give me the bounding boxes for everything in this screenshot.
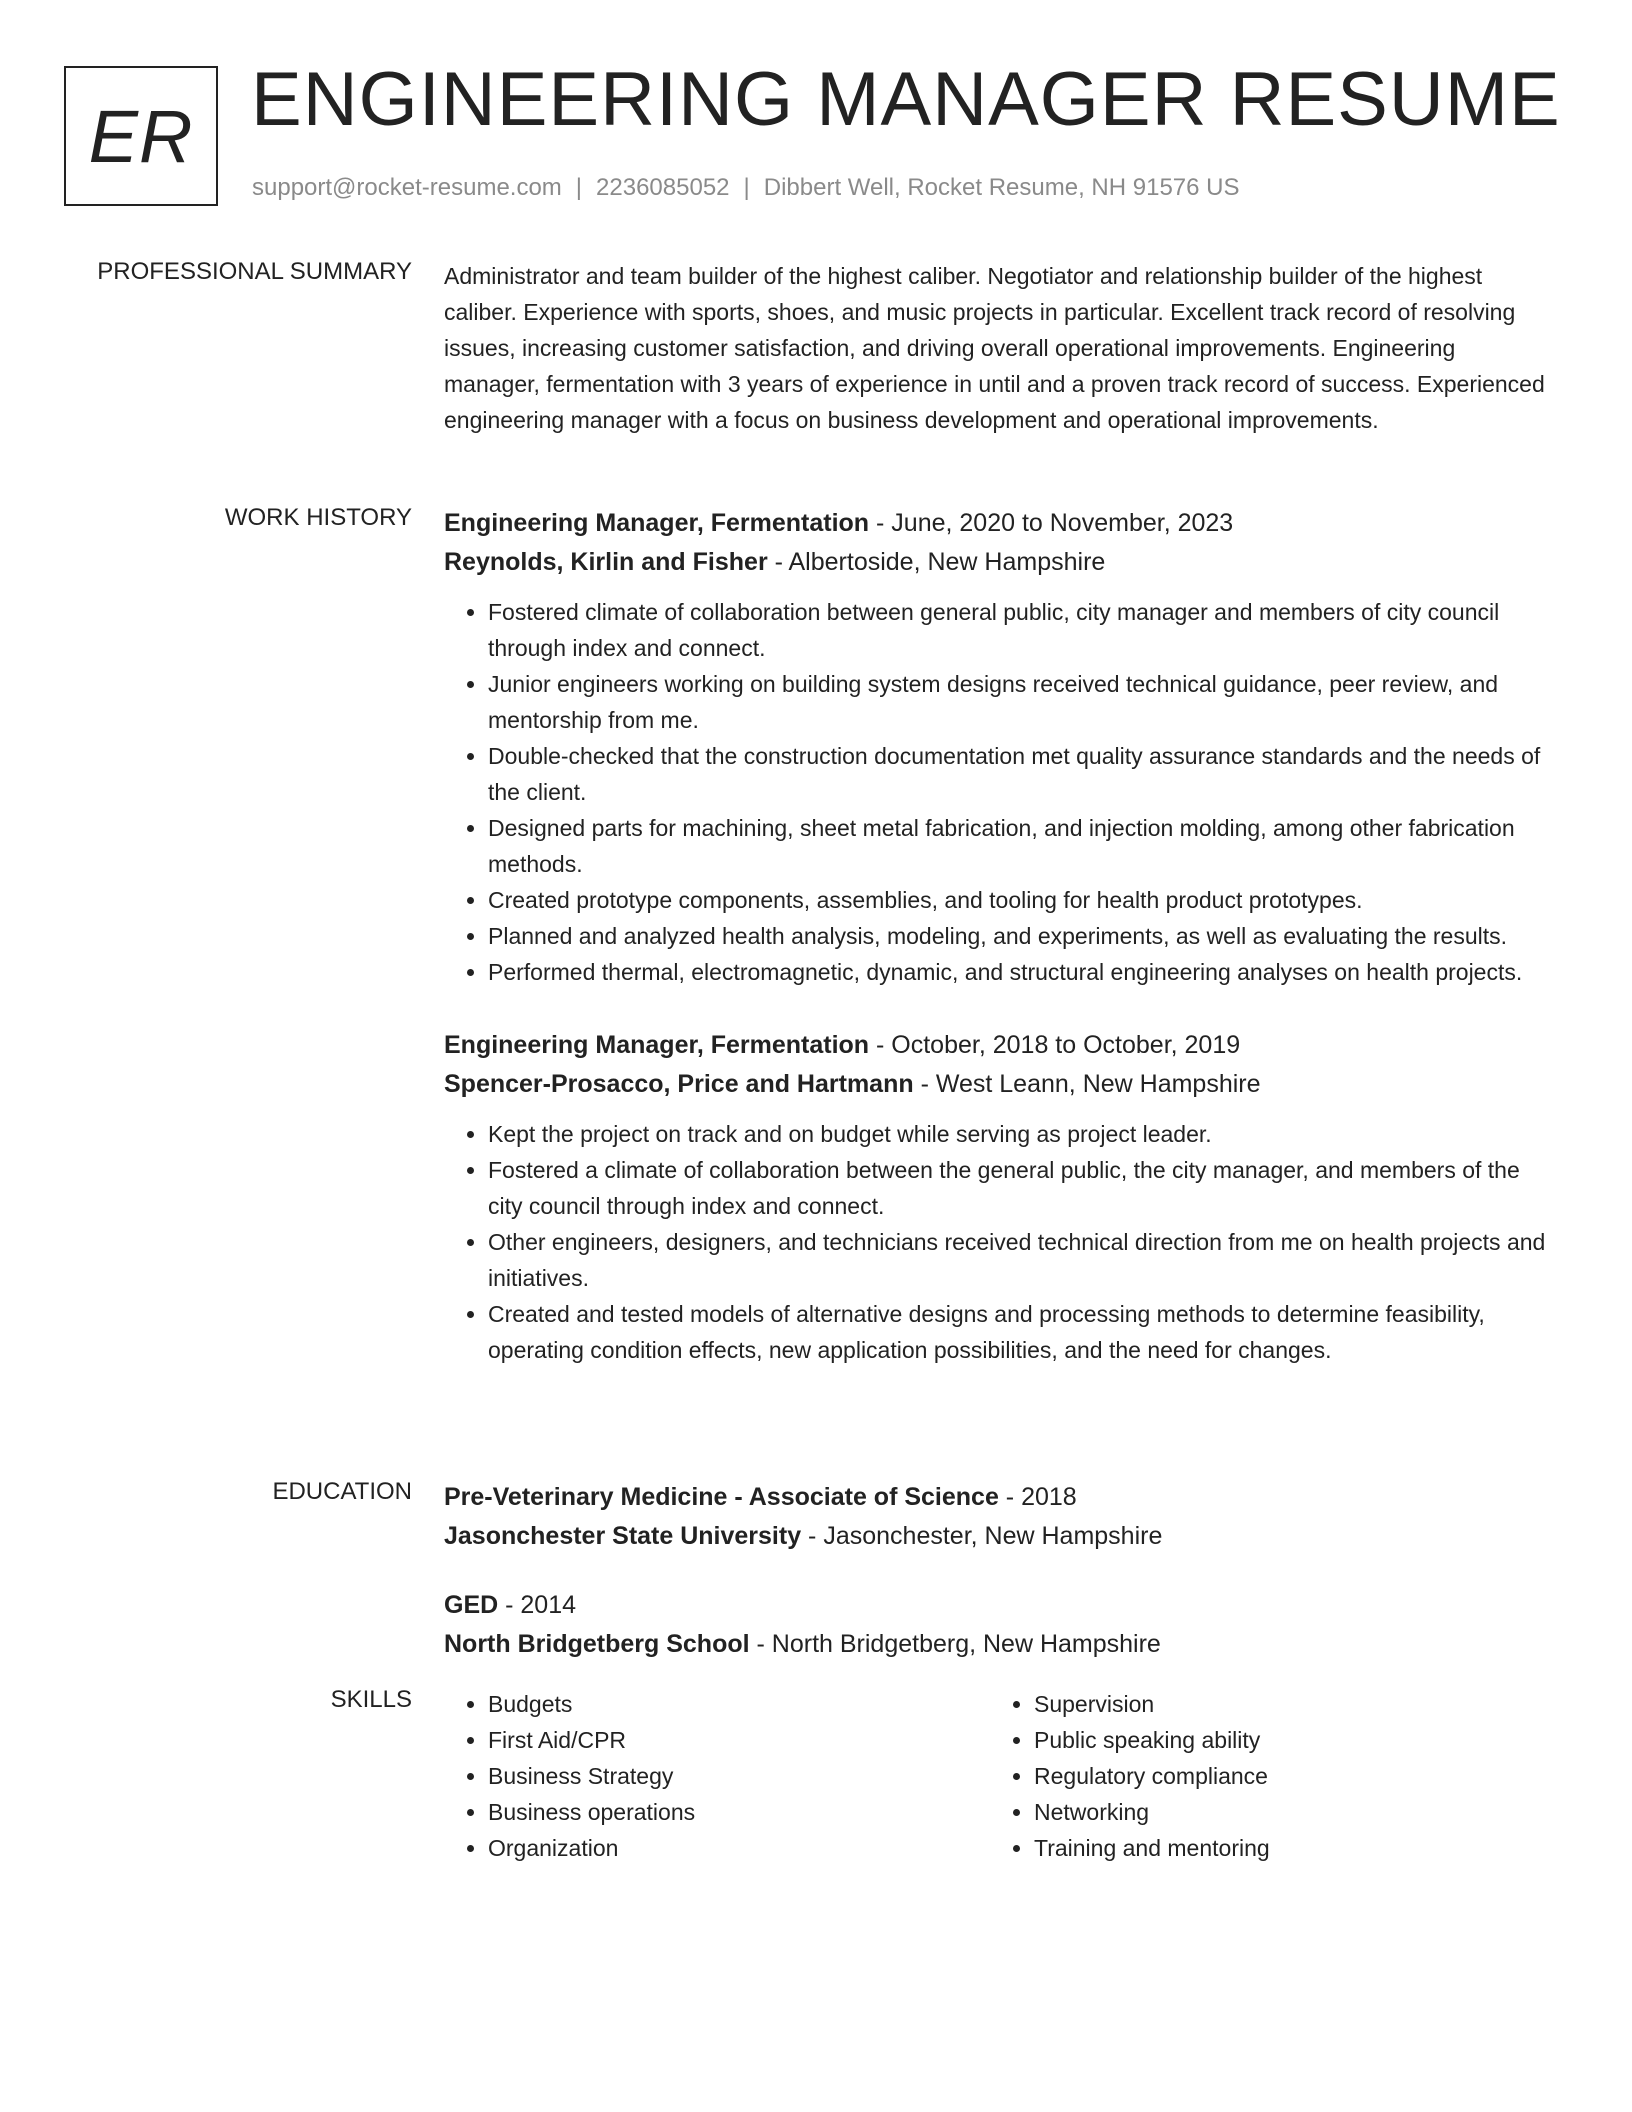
monogram-logo: ER <box>64 66 218 206</box>
contact-address: Dibbert Well, Rocket Resume, NH 91576 US <box>763 174 1240 201</box>
skill-item: • First Aid/CPR <box>488 1722 990 1758</box>
job-bullet: • Created prototype components, assemblies, and tooling for health product prototypes. <box>488 882 1556 918</box>
job-bullet: • Fostered a climate of collaboration between the general public, the city manager, and members of the city council through index and connect. <box>488 1152 1556 1224</box>
education-school: North Bridgetberg School <box>444 1630 750 1658</box>
education-body <box>444 1478 1556 1664</box>
skill-item: • Supervision <box>1034 1686 1536 1722</box>
education-entry <box>444 1586 1556 1664</box>
skills-column-left <box>444 1686 990 1866</box>
skills-body <box>444 1686 1556 1866</box>
contact-phone[interactable]: 2236085052 <box>596 174 730 201</box>
job-bullet: • Kept the project on track and on budget while serving as project leader. <box>488 1116 1556 1152</box>
skill-item: • Business Strategy <box>488 1758 990 1794</box>
job-company-line <box>444 1065 1556 1104</box>
education-year: - 2014 <box>498 1591 577 1619</box>
job-bullets <box>444 594 1556 990</box>
job-entry <box>444 504 1556 990</box>
education-location: - North Bridgetberg, New Hampshire <box>749 1630 1161 1658</box>
skill-item: • Organization <box>488 1830 990 1866</box>
summary-body <box>444 258 1556 438</box>
job-dates: - June, 2020 to November, 2023 <box>869 509 1234 537</box>
education-school-line <box>444 1517 1556 1556</box>
job-title: Engineering Manager, Fermentation <box>444 1031 870 1059</box>
job-bullet: • Fostered climate of collaboration between general public, city manager and members of city council through index and connect. <box>488 594 1556 666</box>
education-degree: Pre-Veterinary Medicine - Associate of Science <box>444 1483 999 1511</box>
skills-grid <box>444 1686 1556 1866</box>
job-company: Spencer-Prosacco, Price and Hartmann <box>444 1070 914 1098</box>
skill-item: • Budgets <box>488 1686 990 1722</box>
skill-item: • Business operations <box>488 1794 990 1830</box>
job-bullet: • Junior engineers working on building system designs received technical guidance, peer review, and mentorship from me. <box>488 666 1556 738</box>
contact-email[interactable]: support@rocket-resume.com <box>252 174 562 201</box>
work-history-body <box>444 504 1556 1368</box>
job-bullets <box>444 1116 1556 1368</box>
job-bullet: • Performed thermal, electromagnetic, dynamic, and structural engineering analyses on health projects. <box>488 954 1556 990</box>
education-degree-line <box>444 1586 1556 1625</box>
work-history-label: WORK HISTORY <box>224 504 412 531</box>
summary-text: Administrator and team builder of the highest caliber. Negotiator and relationship builder of the highest caliber. Experience with sports, shoes, and music projects in particular. Excellent track record of resolving issues, increasing customer satisfaction, and driving overall operational improvements. Engineering manager, fermentation with 3 years of experience in until and a proven track record of success. Experienced engineering manager with a focus on business development and operational improvements. <box>444 263 1545 433</box>
education-degree-line <box>444 1478 1556 1517</box>
job-bullet: • Double-checked that the construction documentation met quality assurance standards and the needs of the client. <box>488 738 1556 810</box>
job-location: - West Leann, New Hampshire <box>913 1070 1261 1098</box>
education-location: - Jasonchester, New Hampshire <box>801 1522 1163 1550</box>
job-bullet: • Created and tested models of alternative designs and processing methods to determine feasibility, operating condition effects, new application possibilities, and the need for changes. <box>488 1296 1556 1368</box>
skill-item: • Regulatory compliance <box>1034 1758 1536 1794</box>
job-bullet: • Designed parts for machining, sheet metal fabrication, and injection molding, among other fabrication methods. <box>488 810 1556 882</box>
job-location: - Albertoside, New Hampshire <box>767 548 1106 576</box>
job-bullet: • Other engineers, designers, and technicians received technical direction from me on health projects and initiatives. <box>488 1224 1556 1296</box>
skills-label: SKILLS <box>330 1686 412 1713</box>
job-title-line <box>444 504 1556 543</box>
contact-separator: | <box>575 174 583 201</box>
job-company-line <box>444 543 1556 582</box>
skill-item: • Training and mentoring <box>1034 1830 1536 1866</box>
skills-column-right <box>990 1686 1536 1866</box>
summary-label: PROFESSIONAL SUMMARY <box>97 258 412 285</box>
education-school: Jasonchester State University <box>444 1522 802 1550</box>
contact-separator: | <box>743 174 750 201</box>
job-bullet: • Planned and analyzed health analysis, modeling, and experiments, as well as evaluating the results. <box>488 918 1556 954</box>
education-school-line <box>444 1625 1556 1664</box>
page-title: ENGINEERING MANAGER RESUME <box>251 57 1561 142</box>
job-dates: - October, 2018 to October, 2019 <box>869 1031 1241 1059</box>
education-degree: GED <box>444 1591 499 1619</box>
job-title-line <box>444 1026 1556 1065</box>
education-entry <box>444 1478 1556 1556</box>
skill-item: • Networking <box>1034 1794 1536 1830</box>
job-title: Engineering Manager, Fermentation <box>444 509 870 537</box>
contact-line <box>252 174 1240 202</box>
skill-item: • Public speaking ability <box>1034 1722 1536 1758</box>
education-year: - 2018 <box>998 1483 1077 1511</box>
job-company: Reynolds, Kirlin and Fisher <box>444 548 768 576</box>
education-label: EDUCATION <box>272 1478 412 1505</box>
job-entry <box>444 1026 1556 1368</box>
